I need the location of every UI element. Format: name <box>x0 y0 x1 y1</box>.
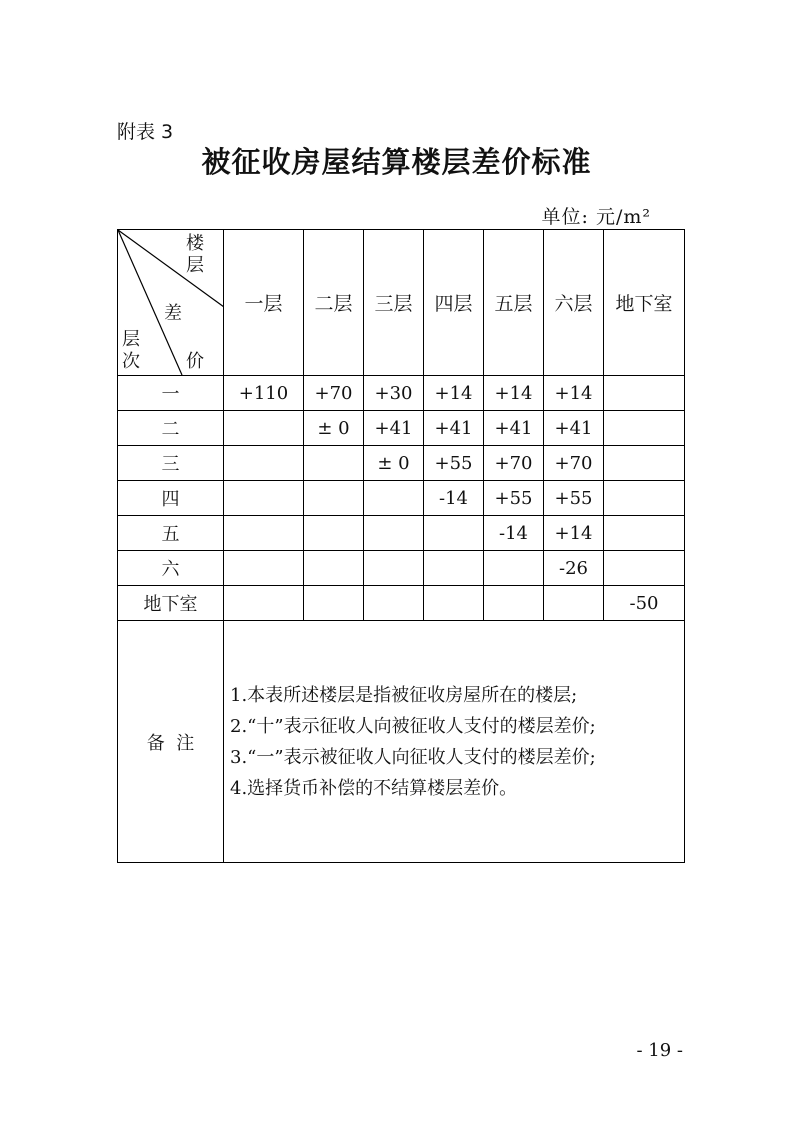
table-cell <box>304 516 364 551</box>
row-label: 一 <box>118 376 224 411</box>
table-cell <box>224 446 304 481</box>
header-row <box>118 230 685 376</box>
table-cell: +55 <box>424 446 484 481</box>
corner-diff: 差 <box>164 303 182 324</box>
table-row <box>118 481 685 516</box>
table-cell <box>424 516 484 551</box>
table-cell: +70 <box>304 376 364 411</box>
column-header: 二层 <box>304 230 364 376</box>
table-cell <box>484 586 544 621</box>
table-cell <box>224 481 304 516</box>
column-header: 六层 <box>544 230 604 376</box>
note-line: 4.选择货币补偿的不结算楼层差价。 <box>230 777 518 799</box>
table-cell <box>224 411 304 446</box>
table-row <box>118 516 685 551</box>
note-line: 3.“一”表示被征收人向征收人支付的楼层差价; <box>230 746 596 768</box>
table-cell: +55 <box>544 481 604 516</box>
table-cell: +41 <box>544 411 604 446</box>
table-cell <box>364 481 424 516</box>
table-cell <box>484 551 544 586</box>
table-cell: -14 <box>484 516 544 551</box>
table-cell <box>544 586 604 621</box>
table-row <box>118 411 685 446</box>
table-cell <box>304 586 364 621</box>
table-cell <box>304 481 364 516</box>
table-row <box>118 376 685 411</box>
table-cell <box>364 551 424 586</box>
table-cell <box>364 516 424 551</box>
table-cell <box>224 586 304 621</box>
page-title: 被征收房屋结算楼层差价标准 <box>201 145 592 179</box>
corner-floor-2: 层 <box>186 255 204 276</box>
table-cell <box>604 551 685 586</box>
corner-price: 价 <box>186 351 204 372</box>
table-cell: +14 <box>424 376 484 411</box>
table-cell <box>304 446 364 481</box>
table-cell: +55 <box>484 481 544 516</box>
table-cell <box>604 516 685 551</box>
table-cell: +30 <box>364 376 424 411</box>
table-cell: ± 0 <box>364 446 424 481</box>
column-header: 三层 <box>364 230 424 376</box>
table-cell <box>424 551 484 586</box>
table-cell: +41 <box>424 411 484 446</box>
row-label: 地下室 <box>118 586 224 621</box>
table-cell <box>224 551 304 586</box>
page-number: - 19 - <box>636 1040 683 1061</box>
table-cell <box>224 516 304 551</box>
corner-level-2: 次 <box>122 351 140 372</box>
table-cell <box>364 586 424 621</box>
column-header: 五层 <box>484 230 544 376</box>
table-cell: +70 <box>544 446 604 481</box>
floor-price-table <box>117 229 685 863</box>
row-label: 六 <box>118 551 224 586</box>
table-cell: -26 <box>544 551 604 586</box>
row-label: 二 <box>118 411 224 446</box>
note-line: 2.“十”表示征收人向被征收人支付的楼层差价; <box>230 715 596 737</box>
table-cell: +41 <box>364 411 424 446</box>
table-cell: +14 <box>544 516 604 551</box>
column-header: 一层 <box>224 230 304 376</box>
row-label: 四 <box>118 481 224 516</box>
table-cell <box>604 376 685 411</box>
column-header: 四层 <box>424 230 484 376</box>
note-line: 1.本表所述楼层是指被征收房屋所在的楼层; <box>230 684 578 706</box>
table-cell: ± 0 <box>304 411 364 446</box>
column-header: 地下室 <box>604 230 685 376</box>
table-cell: +14 <box>484 376 544 411</box>
table-cell <box>604 411 685 446</box>
corner-floor-1: 楼 <box>186 233 204 254</box>
table-cell: +70 <box>484 446 544 481</box>
table-cell: -50 <box>604 586 685 621</box>
table-cell <box>604 481 685 516</box>
row-label: 三 <box>118 446 224 481</box>
appendix-label: 附表 3 <box>117 121 174 143</box>
table-cell <box>424 586 484 621</box>
row-label: 五 <box>118 516 224 551</box>
table-cell: -14 <box>424 481 484 516</box>
table-cell <box>604 446 685 481</box>
table-cell <box>304 551 364 586</box>
notes-label: 备 注 <box>118 621 224 863</box>
notes-row <box>118 621 685 863</box>
table-cell: +14 <box>544 376 604 411</box>
table-cell: +41 <box>484 411 544 446</box>
notes-content <box>224 621 685 863</box>
corner-level-1: 层 <box>122 329 140 350</box>
table-cell: +110 <box>224 376 304 411</box>
diagonal-header-cell <box>118 230 224 376</box>
table-row <box>118 446 685 481</box>
table-row <box>118 586 685 621</box>
unit-label: 单位: 元/m² <box>541 206 651 228</box>
table-row <box>118 551 685 586</box>
